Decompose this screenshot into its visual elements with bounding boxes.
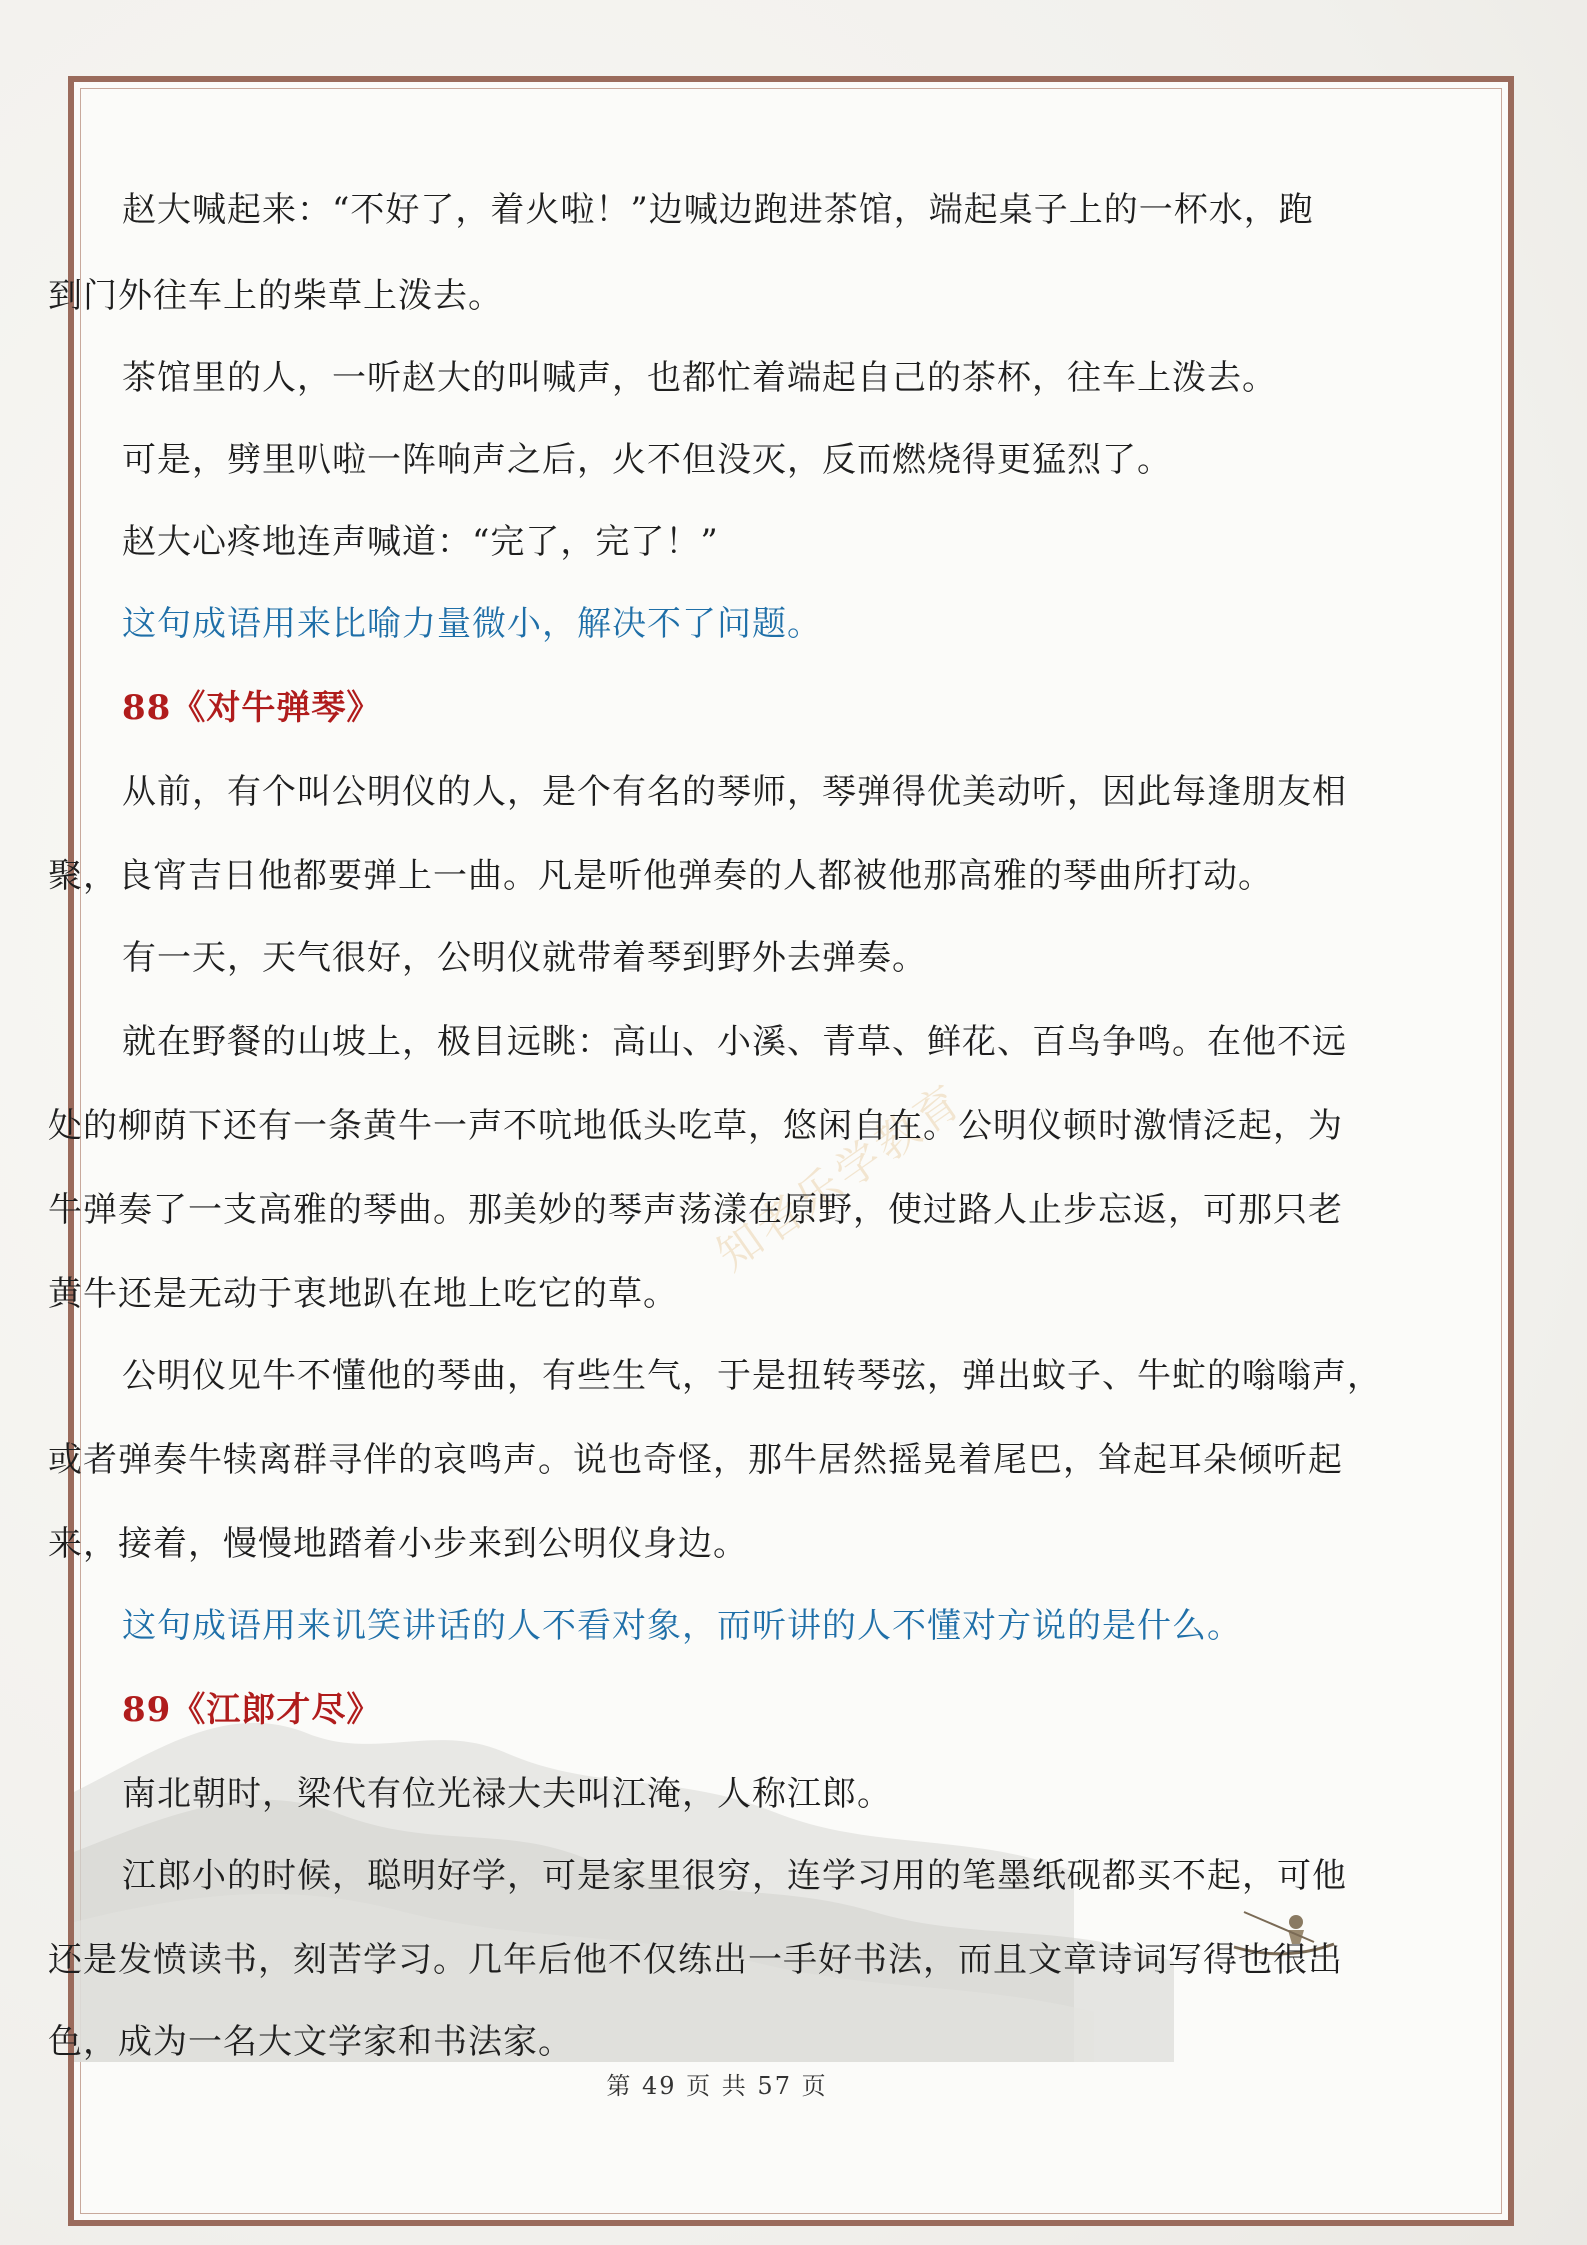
- paragraph-line: 有一天，天气很好，公明仪就带着琴到野外去弹奏。: [122, 938, 927, 978]
- paragraph-line: 处的柳荫下还有一条黄牛一声不吭地低头吃草，悠闲自在。公明仪顿时激情泛起，为: [48, 1106, 1343, 1146]
- paragraph-line: 来，接着，慢慢地踏着小步来到公明仪身边。: [48, 1524, 748, 1564]
- paragraph-line: 就在野餐的山坡上，极目远眺：高山、小溪、青草、鲜花、百鸟争鸣。在他不远: [122, 1022, 1347, 1062]
- paragraph-line: 到门外往车上的柴草上泼去。: [48, 276, 503, 316]
- section-heading-89: 89《江郎才尽》: [122, 1690, 382, 1730]
- paragraph-line: 黄牛还是无动于衷地趴在地上吃它的草。: [48, 1274, 678, 1314]
- idiom-summary: 这句成语用来讥笑讲话的人不看对象，而听讲的人不懂对方说的是什么。: [122, 1606, 1242, 1646]
- section-heading-88: 88《对牛弹琴》: [122, 688, 382, 728]
- page-footer: 第 49 页 共 57 页: [606, 2072, 828, 2100]
- paragraph-line: 可是，劈里叭啦一阵响声之后，火不但没灭，反而燃烧得更猛烈了。: [122, 440, 1172, 480]
- paragraph-line: 南北朝时，梁代有位光禄大夫叫江淹，人称江郎。: [122, 1774, 892, 1814]
- paragraph-line: 赵大心疼地连声喊道：“完了，完了！”: [122, 522, 719, 562]
- paragraph-line: 从前，有个叫公明仪的人，是个有名的琴师，琴弹得优美动听，因此每逢朋友相: [122, 772, 1347, 812]
- paragraph-line: 牛弹奏了一支高雅的琴曲。那美妙的琴声荡漾在原野，使过路人止步忘返，可那只老: [48, 1190, 1343, 1230]
- idiom-summary: 这句成语用来比喻力量微小，解决不了问题。: [122, 604, 822, 644]
- paragraph-line: 公明仪见牛不懂他的琴曲，有些生气，于是扭转琴弦，弹出蚊子、牛虻的嗡嗡声，: [122, 1356, 1382, 1396]
- paragraph-line: 还是发愤读书，刻苦学习。几年后他不仅练出一手好书法，而且文章诗词写得也很出: [48, 1940, 1343, 1980]
- paragraph-line: 聚，良宵吉日他都要弹上一曲。凡是听他弹奏的人都被他那高雅的琴曲所打动。: [48, 856, 1273, 896]
- paragraph-line: 或者弹奏牛犊离群寻伴的哀鸣声。说也奇怪，那牛居然摇晃着尾巴，耸起耳朵倾听起: [48, 1440, 1343, 1480]
- paragraph-line: 江郎小的时候，聪明好学，可是家里很穷，连学习用的笔墨纸砚都买不起，可他: [122, 1856, 1347, 1896]
- paragraph-line: 色，成为一名大文学家和书法家。: [48, 2022, 573, 2062]
- watermark-text: 知者乐学教育: [707, 1074, 974, 1282]
- paragraph-line: 赵大喊起来：“不好了，着火啦！”边喊边跑进茶馆，端起桌子上的一杯水，跑: [122, 190, 1314, 230]
- paragraph-line: 茶馆里的人，一听赵大的叫喊声，也都忙着端起自己的茶杯，往车上泼去。: [122, 358, 1277, 398]
